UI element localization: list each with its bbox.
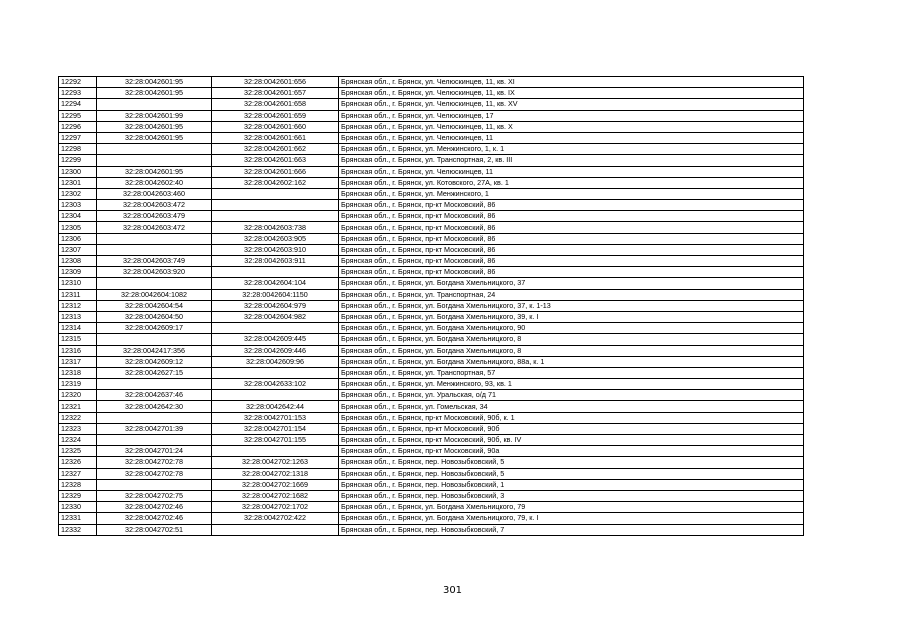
table-row	[59, 323, 804, 334]
land-cadastral-number-cell: 32:28:0042604:1082	[97, 289, 212, 300]
land-cadastral-number-cell: 32:28:0042702:75	[97, 490, 212, 501]
table-row	[59, 446, 804, 457]
address-cell: Брянская обл., г. Брянск, ул. Богдана Хмельницкого, 79	[339, 502, 804, 513]
address-cell: Брянская обл., г. Брянск, пер. Новозыбковский, 3	[339, 490, 804, 501]
land-cadastral-number-cell: 32:28:0042601:95	[97, 121, 212, 132]
row-number-cell: 12330	[59, 502, 97, 513]
table-row	[59, 356, 804, 367]
table-row	[59, 490, 804, 501]
address-cell: Брянская обл., г. Брянск, пр-кт Московский, 90а	[339, 446, 804, 457]
row-number-cell: 12323	[59, 423, 97, 434]
address-cell: Брянская обл., г. Брянск, ул. Богдана Хмельницкого, 37, к. 1-13	[339, 300, 804, 311]
row-number-cell: 12310	[59, 278, 97, 289]
land-cadastral-number-cell	[97, 334, 212, 345]
address-cell: Брянская обл., г. Брянск, пер. Новозыбковский, 7	[339, 524, 804, 535]
table-row	[59, 166, 804, 177]
table-row	[59, 278, 804, 289]
land-cadastral-number-cell: 32:28:0042601:95	[97, 166, 212, 177]
registry-table	[58, 76, 804, 536]
address-cell: Брянская обл., г. Брянск, пр-кт Московский, 90б, кв. IV	[339, 435, 804, 446]
object-cadastral-number-cell: 32:28:0042601:662	[212, 144, 339, 155]
row-number-cell: 12328	[59, 479, 97, 490]
address-cell: Брянская обл., г. Брянск, ул. Челюскинцев, 11, кв. IX	[339, 88, 804, 99]
table-row	[59, 300, 804, 311]
table-row	[59, 423, 804, 434]
address-cell: Брянская обл., г. Брянск, пр-кт Московский, 86	[339, 244, 804, 255]
table-row	[59, 244, 804, 255]
address-cell: Брянская обл., г. Брянск, ул. Менжинского, 1, к. 1	[339, 144, 804, 155]
table-row	[59, 401, 804, 412]
row-number-cell: 12309	[59, 267, 97, 278]
address-cell: Брянская обл., г. Брянск, ул. Уральская, о/д 71	[339, 390, 804, 401]
land-cadastral-number-cell	[97, 244, 212, 255]
table-row	[59, 99, 804, 110]
address-cell: Брянская обл., г. Брянск, ул. Челюскинцев, 11	[339, 132, 804, 143]
object-cadastral-number-cell: 32:28:0042601:658	[212, 99, 339, 110]
land-cadastral-number-cell	[97, 233, 212, 244]
address-cell: Брянская обл., г. Брянск, ул. Челюскинцев, 11, кв. XI	[339, 77, 804, 88]
address-cell: Брянская обл., г. Брянск, пер. Новозыбковский, 5	[339, 468, 804, 479]
row-number-cell: 12304	[59, 211, 97, 222]
object-cadastral-number-cell: 32:28:0042604:1150	[212, 289, 339, 300]
row-number-cell: 12318	[59, 367, 97, 378]
row-number-cell: 12301	[59, 177, 97, 188]
table-row	[59, 188, 804, 199]
object-cadastral-number-cell	[212, 323, 339, 334]
row-number-cell: 12325	[59, 446, 97, 457]
land-cadastral-number-cell	[97, 155, 212, 166]
row-number-cell: 12312	[59, 300, 97, 311]
land-cadastral-number-cell: 32:28:0042601:95	[97, 132, 212, 143]
row-number-cell: 12293	[59, 88, 97, 99]
row-number-cell: 12315	[59, 334, 97, 345]
land-cadastral-number-cell: 32:28:0042702:46	[97, 513, 212, 524]
object-cadastral-number-cell: 32:28:0042603:910	[212, 244, 339, 255]
object-cadastral-number-cell	[212, 200, 339, 211]
object-cadastral-number-cell: 32:28:0042601:660	[212, 121, 339, 132]
row-number-cell: 12331	[59, 513, 97, 524]
land-cadastral-number-cell: 32:28:0042603:920	[97, 267, 212, 278]
object-cadastral-number-cell	[212, 211, 339, 222]
address-cell: Брянская обл., г. Брянск, пр-кт Московский, 86	[339, 256, 804, 267]
object-cadastral-number-cell: 32:28:0042702:1318	[212, 468, 339, 479]
address-cell: Брянская обл., г. Брянск, ул. Челюскинцев, 11, кв. X	[339, 121, 804, 132]
table-row	[59, 367, 804, 378]
land-cadastral-number-cell	[97, 278, 212, 289]
object-cadastral-number-cell: 32:28:0042603:738	[212, 222, 339, 233]
object-cadastral-number-cell: 32:28:0042603:911	[212, 256, 339, 267]
object-cadastral-number-cell	[212, 390, 339, 401]
row-number-cell: 12295	[59, 110, 97, 121]
table-row	[59, 289, 804, 300]
row-number-cell: 12316	[59, 345, 97, 356]
land-cadastral-number-cell: 32:28:0042627:15	[97, 367, 212, 378]
address-cell: Брянская обл., г. Брянск, ул. Богдана Хмельницкого, 8	[339, 345, 804, 356]
object-cadastral-number-cell: 32:28:0042601:656	[212, 77, 339, 88]
land-cadastral-number-cell: 32:28:0042601:95	[97, 77, 212, 88]
table-row	[59, 412, 804, 423]
address-cell: Брянская обл., г. Брянск, ул. Богдана Хмельницкого, 88а, к. 1	[339, 356, 804, 367]
land-cadastral-number-cell: 32:28:0042702:46	[97, 502, 212, 513]
table-row	[59, 132, 804, 143]
address-cell: Брянская обл., г. Брянск, ул. Транспортная, 2, кв. III	[339, 155, 804, 166]
object-cadastral-number-cell: 32:28:0042701:154	[212, 423, 339, 434]
row-number-cell: 12317	[59, 356, 97, 367]
land-cadastral-number-cell: 32:28:0042637:46	[97, 390, 212, 401]
object-cadastral-number-cell: 32:28:0042601:657	[212, 88, 339, 99]
land-cadastral-number-cell	[97, 412, 212, 423]
table-row	[59, 311, 804, 322]
table-row	[59, 267, 804, 278]
land-cadastral-number-cell: 32:28:0042603:472	[97, 200, 212, 211]
address-cell: Брянская обл., г. Брянск, ул. Богдана Хмельницкого, 79, к. I	[339, 513, 804, 524]
row-number-cell: 12324	[59, 435, 97, 446]
address-cell: Брянская обл., г. Брянск, ул. Котовского, 27А, кв. 1	[339, 177, 804, 188]
land-cadastral-number-cell: 32:28:0042701:24	[97, 446, 212, 457]
address-cell: Брянская обл., г. Брянск, ул. Богдана Хмельницкого, 39, к. I	[339, 311, 804, 322]
row-number-cell: 12320	[59, 390, 97, 401]
address-cell: Брянская обл., г. Брянск, пр-кт Московский, 86	[339, 267, 804, 278]
object-cadastral-number-cell: 32:28:0042701:155	[212, 435, 339, 446]
object-cadastral-number-cell: 32:28:0042633:102	[212, 379, 339, 390]
object-cadastral-number-cell: 32:28:0042604:104	[212, 278, 339, 289]
row-number-cell: 12327	[59, 468, 97, 479]
land-cadastral-number-cell: 32:28:0042602:40	[97, 177, 212, 188]
table-row	[59, 435, 804, 446]
row-number-cell: 12307	[59, 244, 97, 255]
row-number-cell: 12313	[59, 311, 97, 322]
address-cell: Брянская обл., г. Брянск, ул. Транспортная, 24	[339, 289, 804, 300]
row-number-cell: 12297	[59, 132, 97, 143]
table-row	[59, 233, 804, 244]
object-cadastral-number-cell: 32:28:0042702:1682	[212, 490, 339, 501]
row-number-cell: 12311	[59, 289, 97, 300]
row-number-cell: 12308	[59, 256, 97, 267]
table-row	[59, 468, 804, 479]
row-number-cell: 12332	[59, 524, 97, 535]
table-row	[59, 256, 804, 267]
address-cell: Брянская обл., г. Брянск, пр-кт Московский, 86	[339, 211, 804, 222]
object-cadastral-number-cell	[212, 367, 339, 378]
table-row	[59, 88, 804, 99]
land-cadastral-number-cell: 32:28:0042702:51	[97, 524, 212, 535]
object-cadastral-number-cell: 32:28:0042604:979	[212, 300, 339, 311]
object-cadastral-number-cell: 32:28:0042603:905	[212, 233, 339, 244]
table-row	[59, 77, 804, 88]
address-cell: Брянская обл., г. Брянск, пр-кт Московский, 90б, к. 1	[339, 412, 804, 423]
address-cell: Брянская обл., г. Брянск, пр-кт Московский, 86	[339, 222, 804, 233]
table-row	[59, 513, 804, 524]
land-cadastral-number-cell: 32:28:0042603:472	[97, 222, 212, 233]
row-number-cell: 12296	[59, 121, 97, 132]
row-number-cell: 12314	[59, 323, 97, 334]
row-number-cell: 12302	[59, 188, 97, 199]
table-row	[59, 457, 804, 468]
object-cadastral-number-cell: 32:28:0042701:153	[212, 412, 339, 423]
address-cell: Брянская обл., г. Брянск, пер. Новозыбковский, 5	[339, 457, 804, 468]
object-cadastral-number-cell: 32:28:0042702:422	[212, 513, 339, 524]
table-row	[59, 144, 804, 155]
address-cell: Брянская обл., г. Брянск, ул. Богдана Хмельницкого, 90	[339, 323, 804, 334]
object-cadastral-number-cell: 32:28:0042609:445	[212, 334, 339, 345]
row-number-cell: 12321	[59, 401, 97, 412]
land-cadastral-number-cell	[97, 99, 212, 110]
table-row	[59, 177, 804, 188]
object-cadastral-number-cell	[212, 446, 339, 457]
land-cadastral-number-cell	[97, 379, 212, 390]
land-cadastral-number-cell	[97, 479, 212, 490]
row-number-cell: 12306	[59, 233, 97, 244]
table-row	[59, 121, 804, 132]
row-number-cell: 12294	[59, 99, 97, 110]
land-cadastral-number-cell: 32:28:0042702:78	[97, 468, 212, 479]
object-cadastral-number-cell: 32:28:0042602:162	[212, 177, 339, 188]
object-cadastral-number-cell: 32:28:0042702:1702	[212, 502, 339, 513]
object-cadastral-number-cell	[212, 524, 339, 535]
object-cadastral-number-cell: 32:28:0042604:982	[212, 311, 339, 322]
table-row	[59, 479, 804, 490]
address-cell: Брянская обл., г. Брянск, пр-кт Московский, 86	[339, 200, 804, 211]
table-row	[59, 211, 804, 222]
land-cadastral-number-cell: 32:28:0042601:99	[97, 110, 212, 121]
table-row	[59, 334, 804, 345]
object-cadastral-number-cell: 32:28:0042609:446	[212, 345, 339, 356]
land-cadastral-number-cell: 32:28:0042642:30	[97, 401, 212, 412]
object-cadastral-number-cell	[212, 267, 339, 278]
page-number: 301	[442, 585, 463, 596]
registry-table-body	[59, 77, 804, 536]
object-cadastral-number-cell: 32:28:0042601:666	[212, 166, 339, 177]
object-cadastral-number-cell: 32:28:0042702:1263	[212, 457, 339, 468]
address-cell: Брянская обл., г. Брянск, ул. Менжинского, 1	[339, 188, 804, 199]
land-cadastral-number-cell	[97, 144, 212, 155]
address-cell: Брянская обл., г. Брянск, пер. Новозыбковский, 1	[339, 479, 804, 490]
land-cadastral-number-cell: 32:28:0042701:39	[97, 423, 212, 434]
address-cell: Брянская обл., г. Брянск, ул. Богдана Хмельницкого, 37	[339, 278, 804, 289]
row-number-cell: 12326	[59, 457, 97, 468]
land-cadastral-number-cell: 32:28:0042604:50	[97, 311, 212, 322]
row-number-cell: 12329	[59, 490, 97, 501]
address-cell: Брянская обл., г. Брянск, ул. Менжинского, 93, кв. 1	[339, 379, 804, 390]
table-row	[59, 200, 804, 211]
table-row	[59, 390, 804, 401]
row-number-cell: 12322	[59, 412, 97, 423]
address-cell: Брянская обл., г. Брянск, ул. Челюскинцев, 17	[339, 110, 804, 121]
address-cell: Брянская обл., г. Брянск, ул. Гомельская, 34	[339, 401, 804, 412]
land-cadastral-number-cell: 32:28:0042609:17	[97, 323, 212, 334]
table-row	[59, 222, 804, 233]
land-cadastral-number-cell	[97, 435, 212, 446]
land-cadastral-number-cell: 32:28:0042603:749	[97, 256, 212, 267]
land-cadastral-number-cell: 32:28:0042603:460	[97, 188, 212, 199]
object-cadastral-number-cell	[212, 188, 339, 199]
land-cadastral-number-cell: 32:28:0042417:356	[97, 345, 212, 356]
table-row	[59, 345, 804, 356]
address-cell: Брянская обл., г. Брянск, пр-кт Московский, 86	[339, 233, 804, 244]
object-cadastral-number-cell: 32:28:0042702:1669	[212, 479, 339, 490]
row-number-cell: 12299	[59, 155, 97, 166]
table-row	[59, 524, 804, 535]
table-row	[59, 502, 804, 513]
address-cell: Брянская обл., г. Брянск, ул. Богдана Хмельницкого, 8	[339, 334, 804, 345]
object-cadastral-number-cell: 32:28:0042601:659	[212, 110, 339, 121]
row-number-cell: 12303	[59, 200, 97, 211]
address-cell: Брянская обл., г. Брянск, ул. Челюскинцев, 11, кв. XV	[339, 99, 804, 110]
row-number-cell: 12292	[59, 77, 97, 88]
address-cell: Брянская обл., г. Брянск, пр-кт Московский, 90б	[339, 423, 804, 434]
row-number-cell: 12300	[59, 166, 97, 177]
row-number-cell: 12298	[59, 144, 97, 155]
object-cadastral-number-cell: 32:28:0042601:663	[212, 155, 339, 166]
object-cadastral-number-cell: 32:28:0042609:96	[212, 356, 339, 367]
table-row	[59, 379, 804, 390]
object-cadastral-number-cell: 32:28:0042601:661	[212, 132, 339, 143]
land-cadastral-number-cell: 32:28:0042702:78	[97, 457, 212, 468]
address-cell: Брянская обл., г. Брянск, ул. Транспортная, 57	[339, 367, 804, 378]
table-row	[59, 155, 804, 166]
object-cadastral-number-cell: 32:28:0042642:44	[212, 401, 339, 412]
table-row	[59, 110, 804, 121]
land-cadastral-number-cell: 32:28:0042604:54	[97, 300, 212, 311]
row-number-cell: 12305	[59, 222, 97, 233]
land-cadastral-number-cell: 32:28:0042609:12	[97, 356, 212, 367]
land-cadastral-number-cell: 32:28:0042603:479	[97, 211, 212, 222]
row-number-cell: 12319	[59, 379, 97, 390]
land-cadastral-number-cell: 32:28:0042601:95	[97, 88, 212, 99]
address-cell: Брянская обл., г. Брянск, ул. Челюскинцев, 11	[339, 166, 804, 177]
